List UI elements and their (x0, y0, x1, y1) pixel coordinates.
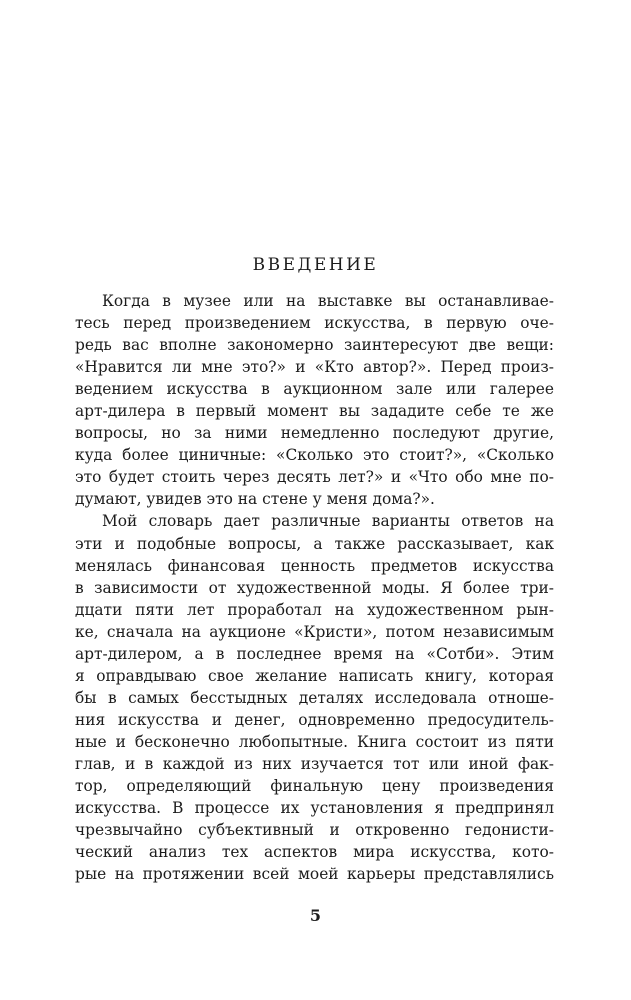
text-line: ные и бесконечно любопытные. Книга состоит из пяти (75, 732, 554, 751)
chapter-heading: ВВЕДЕНИЕ (252, 255, 379, 275)
text-line: ния искусства и денег, одновременно предосудитель- (75, 710, 554, 729)
text-line: рые на протяжении всей моей карьеры представлялись (75, 865, 554, 884)
text-line: ведением искусства в аукционном зале или галерее (75, 380, 554, 399)
text-line: глав, и в каждой из них изучается тот или иной фак- (75, 754, 554, 773)
page-number: 5 (309, 906, 322, 925)
text-line: тесь перед произведением искусства, в первую оче- (75, 314, 554, 333)
text-line: менялась финансовая ценность предметов искусства (75, 556, 554, 575)
text-line: арт-дилером, а в последнее время на «Сотби». Этим (75, 644, 554, 663)
text-line: арт-дилера в первый момент вы зададите себе те же (75, 402, 554, 421)
text-line: эти и подобные вопросы, а также рассказывает, как (75, 534, 554, 553)
text-line: это будет стоить через десять лет?» и «Что обо мне по- (75, 468, 554, 487)
text-line: Мой словарь дает различные варианты ответов на (102, 512, 554, 531)
text-line: тор, определяющий финальную цену произведения (75, 777, 554, 796)
text-line: думают, увидев это на стене у меня дома?». (75, 490, 435, 509)
body-text (75, 290, 554, 885)
text-line: куда более циничные: «Сколько это стоит?», «Сколько (75, 446, 554, 465)
text-line: Когда в музее или на выставке вы останавливае- (102, 292, 554, 310)
text-line: искусства. В процессе их установления я предпринял (75, 799, 554, 818)
text-line: чрезвычайно субъективный и откровенно гедонисти- (75, 821, 554, 840)
text-line: я оправдываю свое желание написать книгу, которая (75, 666, 554, 685)
text-line: дцати пяти лет проработал на художественном рын- (75, 600, 554, 619)
text-line: в зависимости от художественной моды. Я более три- (75, 578, 554, 597)
text-line: ке, сначала на аукционе «Кристи», потом независимым (75, 622, 554, 641)
text-line: «Нравится ли мне это?» и «Кто автор?». Перед произ- (75, 358, 554, 377)
text-line: ческий анализ тех аспектов мира искусства, кото- (75, 843, 554, 862)
text-line: бы в самых бесстыдных деталях исследовала отноше- (75, 688, 554, 707)
text-line: редь вас вполне закономерно заинтересуют две вещи: (75, 336, 554, 355)
text-line: вопросы, но за ними немедленно последуют другие, (75, 424, 554, 443)
